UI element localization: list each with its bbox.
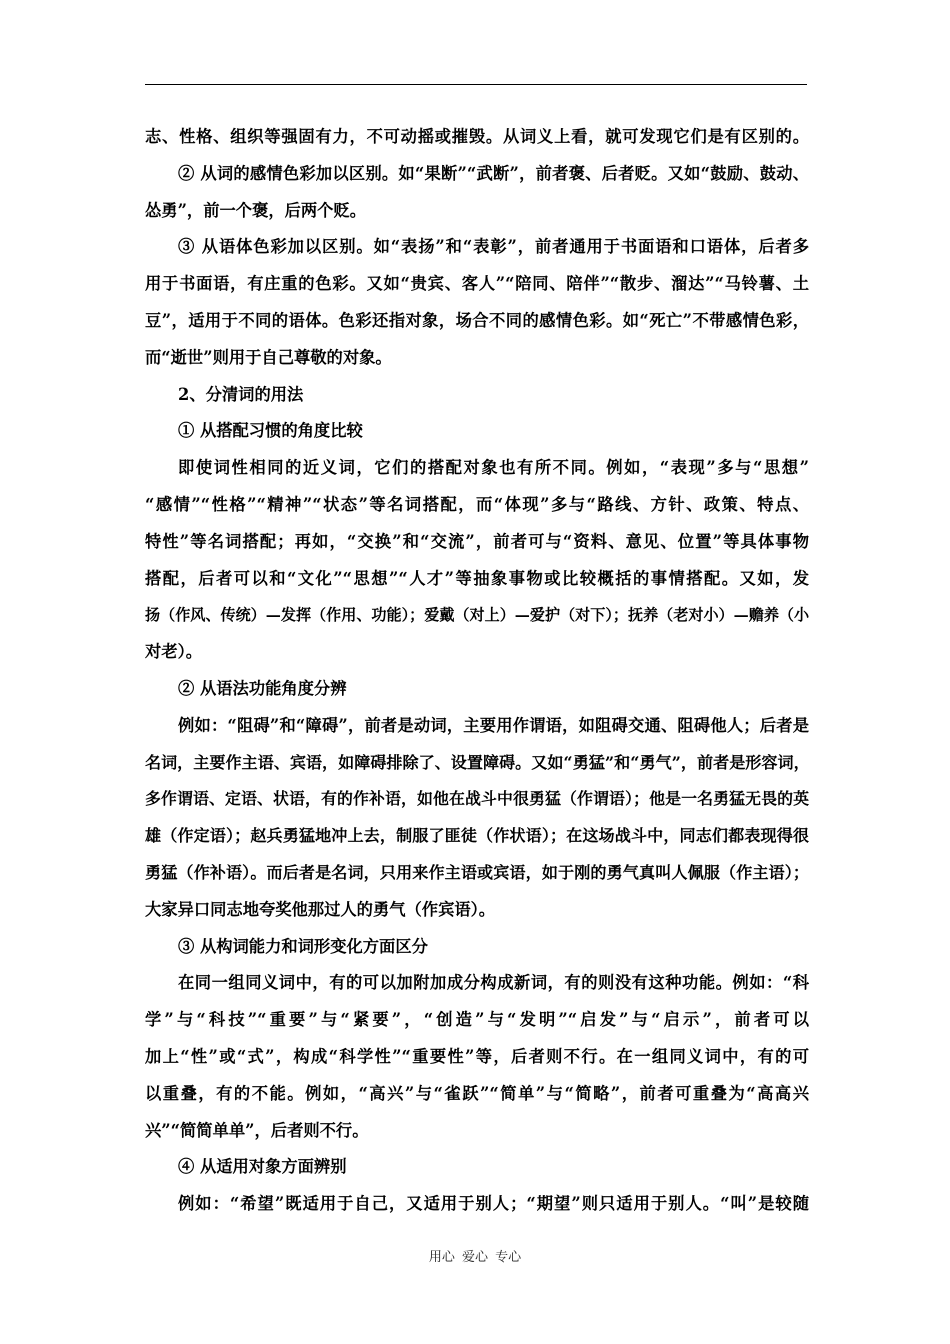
text-line: 搭配，后者可以和“文化”“思想”“人才”等抽象事物或比较概括的事情搭配。又如，发: [145, 568, 809, 588]
text-line: 学”与“科技”“重要”与“紧要”，“创造”与“发明”“启发”与“启示”，前者可以: [145, 1010, 809, 1030]
text-line: ③ 从语体色彩加以区别。如“表扬”和“表彰”，前者通用于书面语和口语体，后者多: [178, 237, 809, 257]
header-rule: [145, 84, 807, 85]
text-line: 用于书面语，有庄重的色彩。又如“贵宾、客人”“陪同、陪伴”“散步、溜达”“马铃薯、土: [145, 274, 809, 294]
text-line: 扬（作风、传统）—发挥（作用、功能）；爱戴（对上）—爱护（对下）；抚养（老对小）—赡养（小: [145, 606, 810, 625]
text-line: 对老）。: [145, 642, 202, 662]
text-line: 例如：“阻碍”和“障碍”，前者是动词，主要用作谓语，如阻碍交通、阻碍他人；后者是: [178, 715, 809, 735]
text-line: 而“逝世”则用于自己尊敬的对象。: [145, 347, 392, 367]
text-line: 勇猛（作补语）。而后者是名词，只用来作主语或宾语，如于刚的勇气真叫人佩服（作主语）；: [145, 862, 809, 882]
text-line: 在同一组同义词中，有的可以加附加成分构成新词，有的则没有这种功能。例如：“科: [178, 973, 809, 993]
text-line: ① 从搭配习惯的角度比较: [178, 421, 363, 441]
text-line: 以重叠，有的不能。例如，“高兴”与“雀跃”“简单”与“简略”，前者可重叠为“高高兴: [145, 1083, 809, 1103]
text-line: 兴”“简简单单”，后者则不行。: [145, 1120, 369, 1140]
text-line: 特性”等名词搭配；再如，“交换”和“交流”，前者可与“资料、意见、位置”等具体事物: [145, 531, 809, 551]
page-footer: 用心 爱心 专心: [428, 1250, 522, 1265]
text-line: 志、性格、组织等强固有力，不可动摇或摧毁。从词义上看，就可发现它们是有区别的。: [145, 127, 809, 146]
text-line: ② 从词的感情色彩加以区别。如“果断”“武断”，前者褒、后者贬。又如“鼓励、鼓动、: [178, 163, 809, 183]
text-line: “感情”“性格”“精神”“状态”等名词搭配，而“体现”多与“路线、方针、政策、特点、: [145, 494, 809, 514]
text-line: 加上“性”或“式”，构成“科学性”“重要性”等，后者则不行。在一组同义词中，有的可: [145, 1046, 809, 1066]
text-line: 雄（作定语）；赵兵勇猛地冲上去，制服了匪徒（作状语）；在这场战斗中，同志们都表现得很: [145, 826, 809, 846]
text-line: ③ 从构词能力和词形变化方面区分: [178, 936, 428, 956]
text-line: 怂勇”，前一个褒，后两个贬。: [145, 200, 367, 220]
text-line: ② 从语法功能角度分辨: [178, 678, 347, 698]
text-line: 名词，主要作主语、宾语，如障碍排除了、设置障碍。又如“勇猛”和“勇气”，前者是形容词，: [145, 752, 810, 772]
text-line: 2、分清词的用法: [178, 384, 304, 404]
text-line: 豆”，适用于不同的语体。色彩还指对象，场合不同的感情色彩。如“死亡”不带感情色彩，: [145, 310, 809, 330]
text-line: ④ 从适用对象方面辨别: [178, 1157, 347, 1177]
text-line: 即使词性相同的近义词，它们的搭配对象也有所不同。例如，“表现”多与“思想”: [178, 458, 809, 478]
document-body: [145, 119, 809, 1223]
text-line: 多作谓语、定语、状语，有的作补语，如他在战斗中很勇猛（作谓语）；他是一名勇猛无畏的英: [145, 789, 809, 809]
text-line: 例如：“希望”既适用于自己，又适用于别人；“期望”则只适用于别人。“叫”是较随: [178, 1194, 809, 1214]
text-line: 大家异口同志地夸奖他那过人的勇气（作宾语）。: [145, 899, 496, 919]
